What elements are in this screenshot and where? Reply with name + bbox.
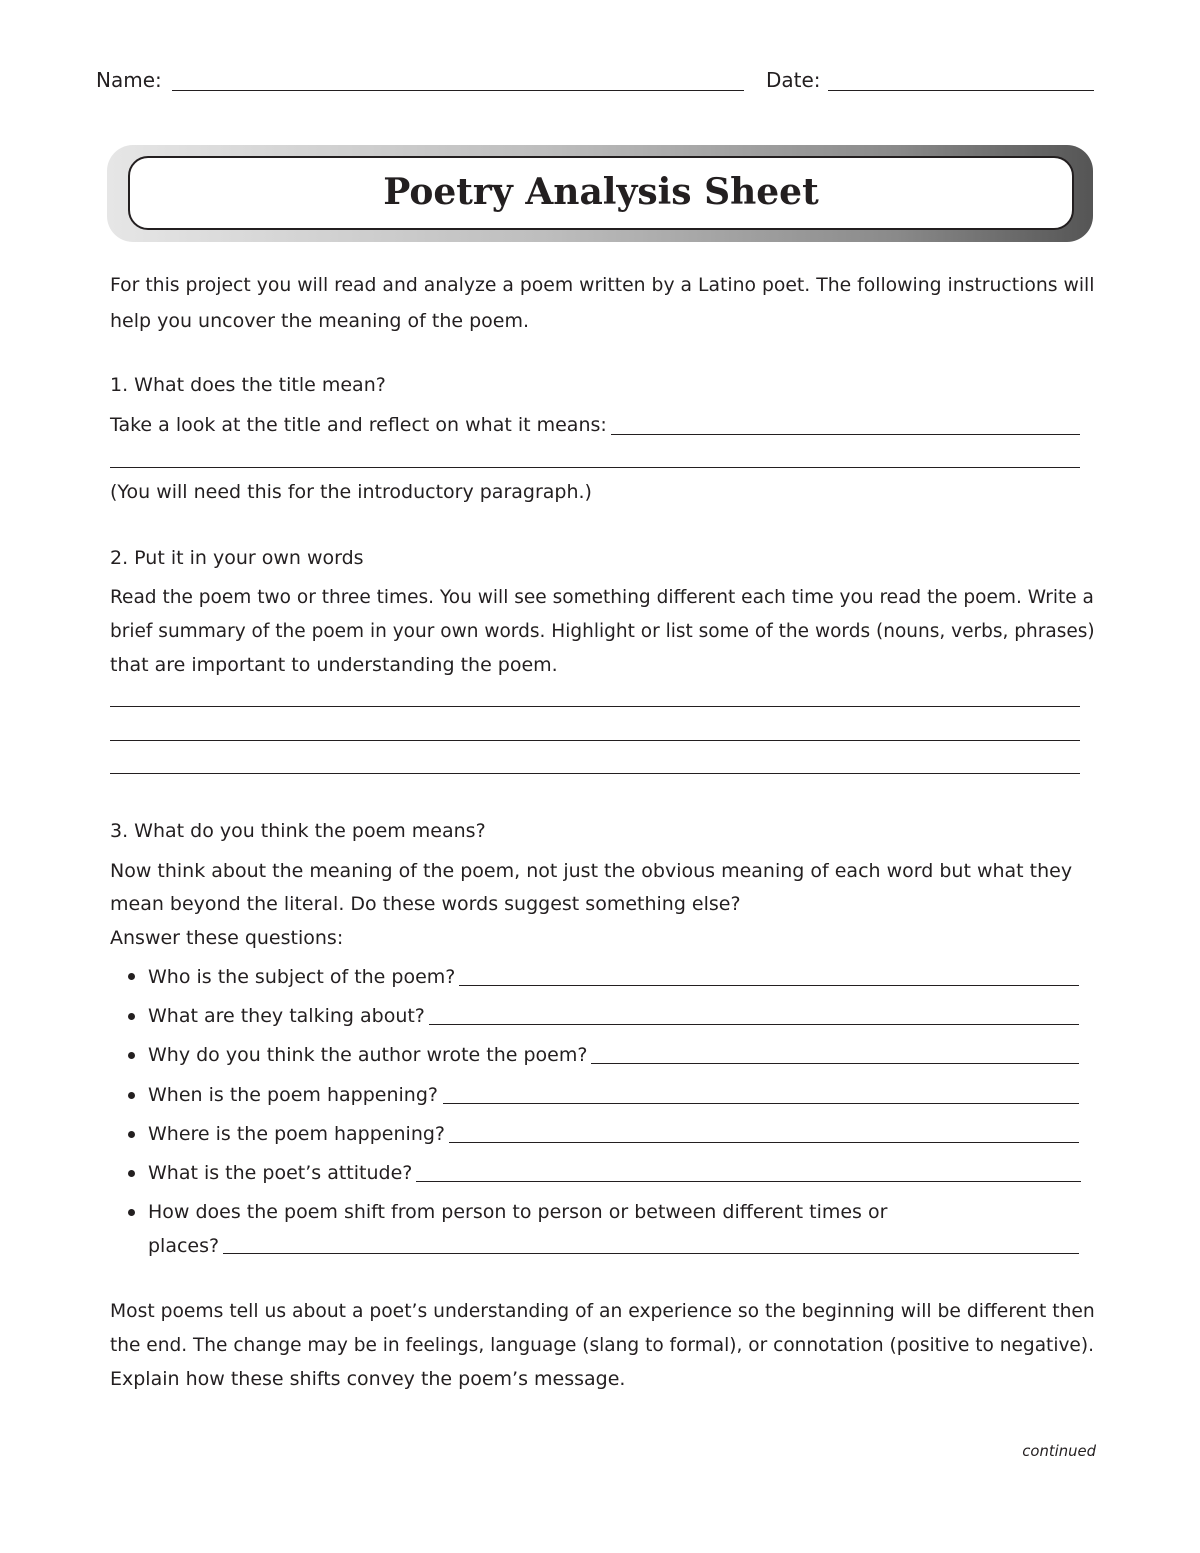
section-2-heading: 2. Put it in your own words <box>110 547 364 569</box>
section-1-heading: 1. What does the title mean? <box>110 374 386 396</box>
bullet-icon <box>128 973 135 980</box>
bullet-icon <box>128 1092 135 1099</box>
name-label: Name: <box>96 68 162 92</box>
section-3-line-1: Now think about the meaning of the poem, not just the obvious meaning of each word but what they <box>110 860 1073 882</box>
date-field[interactable] <box>828 90 1094 91</box>
bullet-icon <box>128 1013 135 1020</box>
title-meaning-field-1[interactable] <box>611 434 1080 435</box>
answer-why-field[interactable] <box>591 1063 1079 1064</box>
name-field[interactable] <box>172 90 744 91</box>
section-3-line-3: Answer these questions: <box>110 927 344 949</box>
bullet-icon <box>128 1131 135 1138</box>
bullet-icon <box>128 1209 135 1216</box>
answer-subject-field[interactable] <box>459 985 1079 986</box>
intro-line-2: help you uncover the meaning of the poem. <box>110 310 530 332</box>
summary-field-1[interactable] <box>110 706 1080 707</box>
answer-attitude-field[interactable] <box>416 1181 1081 1182</box>
section-2-line-3: that are important to understanding the poem. <box>110 654 558 676</box>
section-3-heading: 3. What do you think the poem means? <box>110 820 486 842</box>
answer-shift-field[interactable] <box>223 1253 1079 1254</box>
bullet-icon <box>128 1052 135 1059</box>
section-1-prompt: Take a look at the title and reflect on what it means: <box>110 414 607 436</box>
section-1-note: (You will need this for the introductory paragraph.) <box>110 481 592 503</box>
section-2-line-2: brief summary of the poem in your own words. Highlight or list some of the words (nouns, verbs, phrases) <box>110 621 1095 642</box>
summary-field-3[interactable] <box>110 773 1080 774</box>
intro-line-1: For this project you will read and analyze a poem written by a Latino poet. The following instructions will <box>110 275 1095 296</box>
question-attitude: What is the poet’s attitude? <box>148 1162 413 1184</box>
section-3-line-2: mean beyond the literal. Do these words suggest something else? <box>110 893 741 915</box>
question-topic: What are they talking about? <box>148 1005 425 1027</box>
closing-line-1: Most poems tell us about a poet’s understanding of an experience so the beginning will be different then <box>110 1301 1095 1322</box>
question-shift-cont: places? <box>148 1235 220 1257</box>
page-title: Poetry Analysis Sheet <box>383 171 819 213</box>
summary-field-2[interactable] <box>110 740 1080 741</box>
answer-when-field[interactable] <box>443 1103 1079 1104</box>
bullet-icon <box>128 1170 135 1177</box>
question-subject: Who is the subject of the poem? <box>148 966 456 988</box>
closing-line-3: Explain how these shifts convey the poem’s message. <box>110 1368 626 1390</box>
continued-label: continued <box>1022 1443 1096 1460</box>
question-when: When is the poem happening? <box>148 1084 438 1106</box>
question-where: Where is the poem happening? <box>148 1123 446 1145</box>
section-2-line-1: Read the poem two or three times. You will see something different each time you read the poem. Write a <box>110 587 1094 608</box>
title-meaning-field-2[interactable] <box>110 467 1080 468</box>
question-why: Why do you think the author wrote the poem? <box>148 1044 588 1066</box>
answer-topic-field[interactable] <box>429 1024 1079 1025</box>
closing-line-2: the end. The change may be in feelings, language (slang to formal), or connotation (positive to negative). <box>110 1335 1094 1356</box>
date-label: Date: <box>766 68 821 92</box>
question-shift: How does the poem shift from person to person or between different times or <box>148 1201 888 1223</box>
answer-where-field[interactable] <box>449 1142 1079 1143</box>
